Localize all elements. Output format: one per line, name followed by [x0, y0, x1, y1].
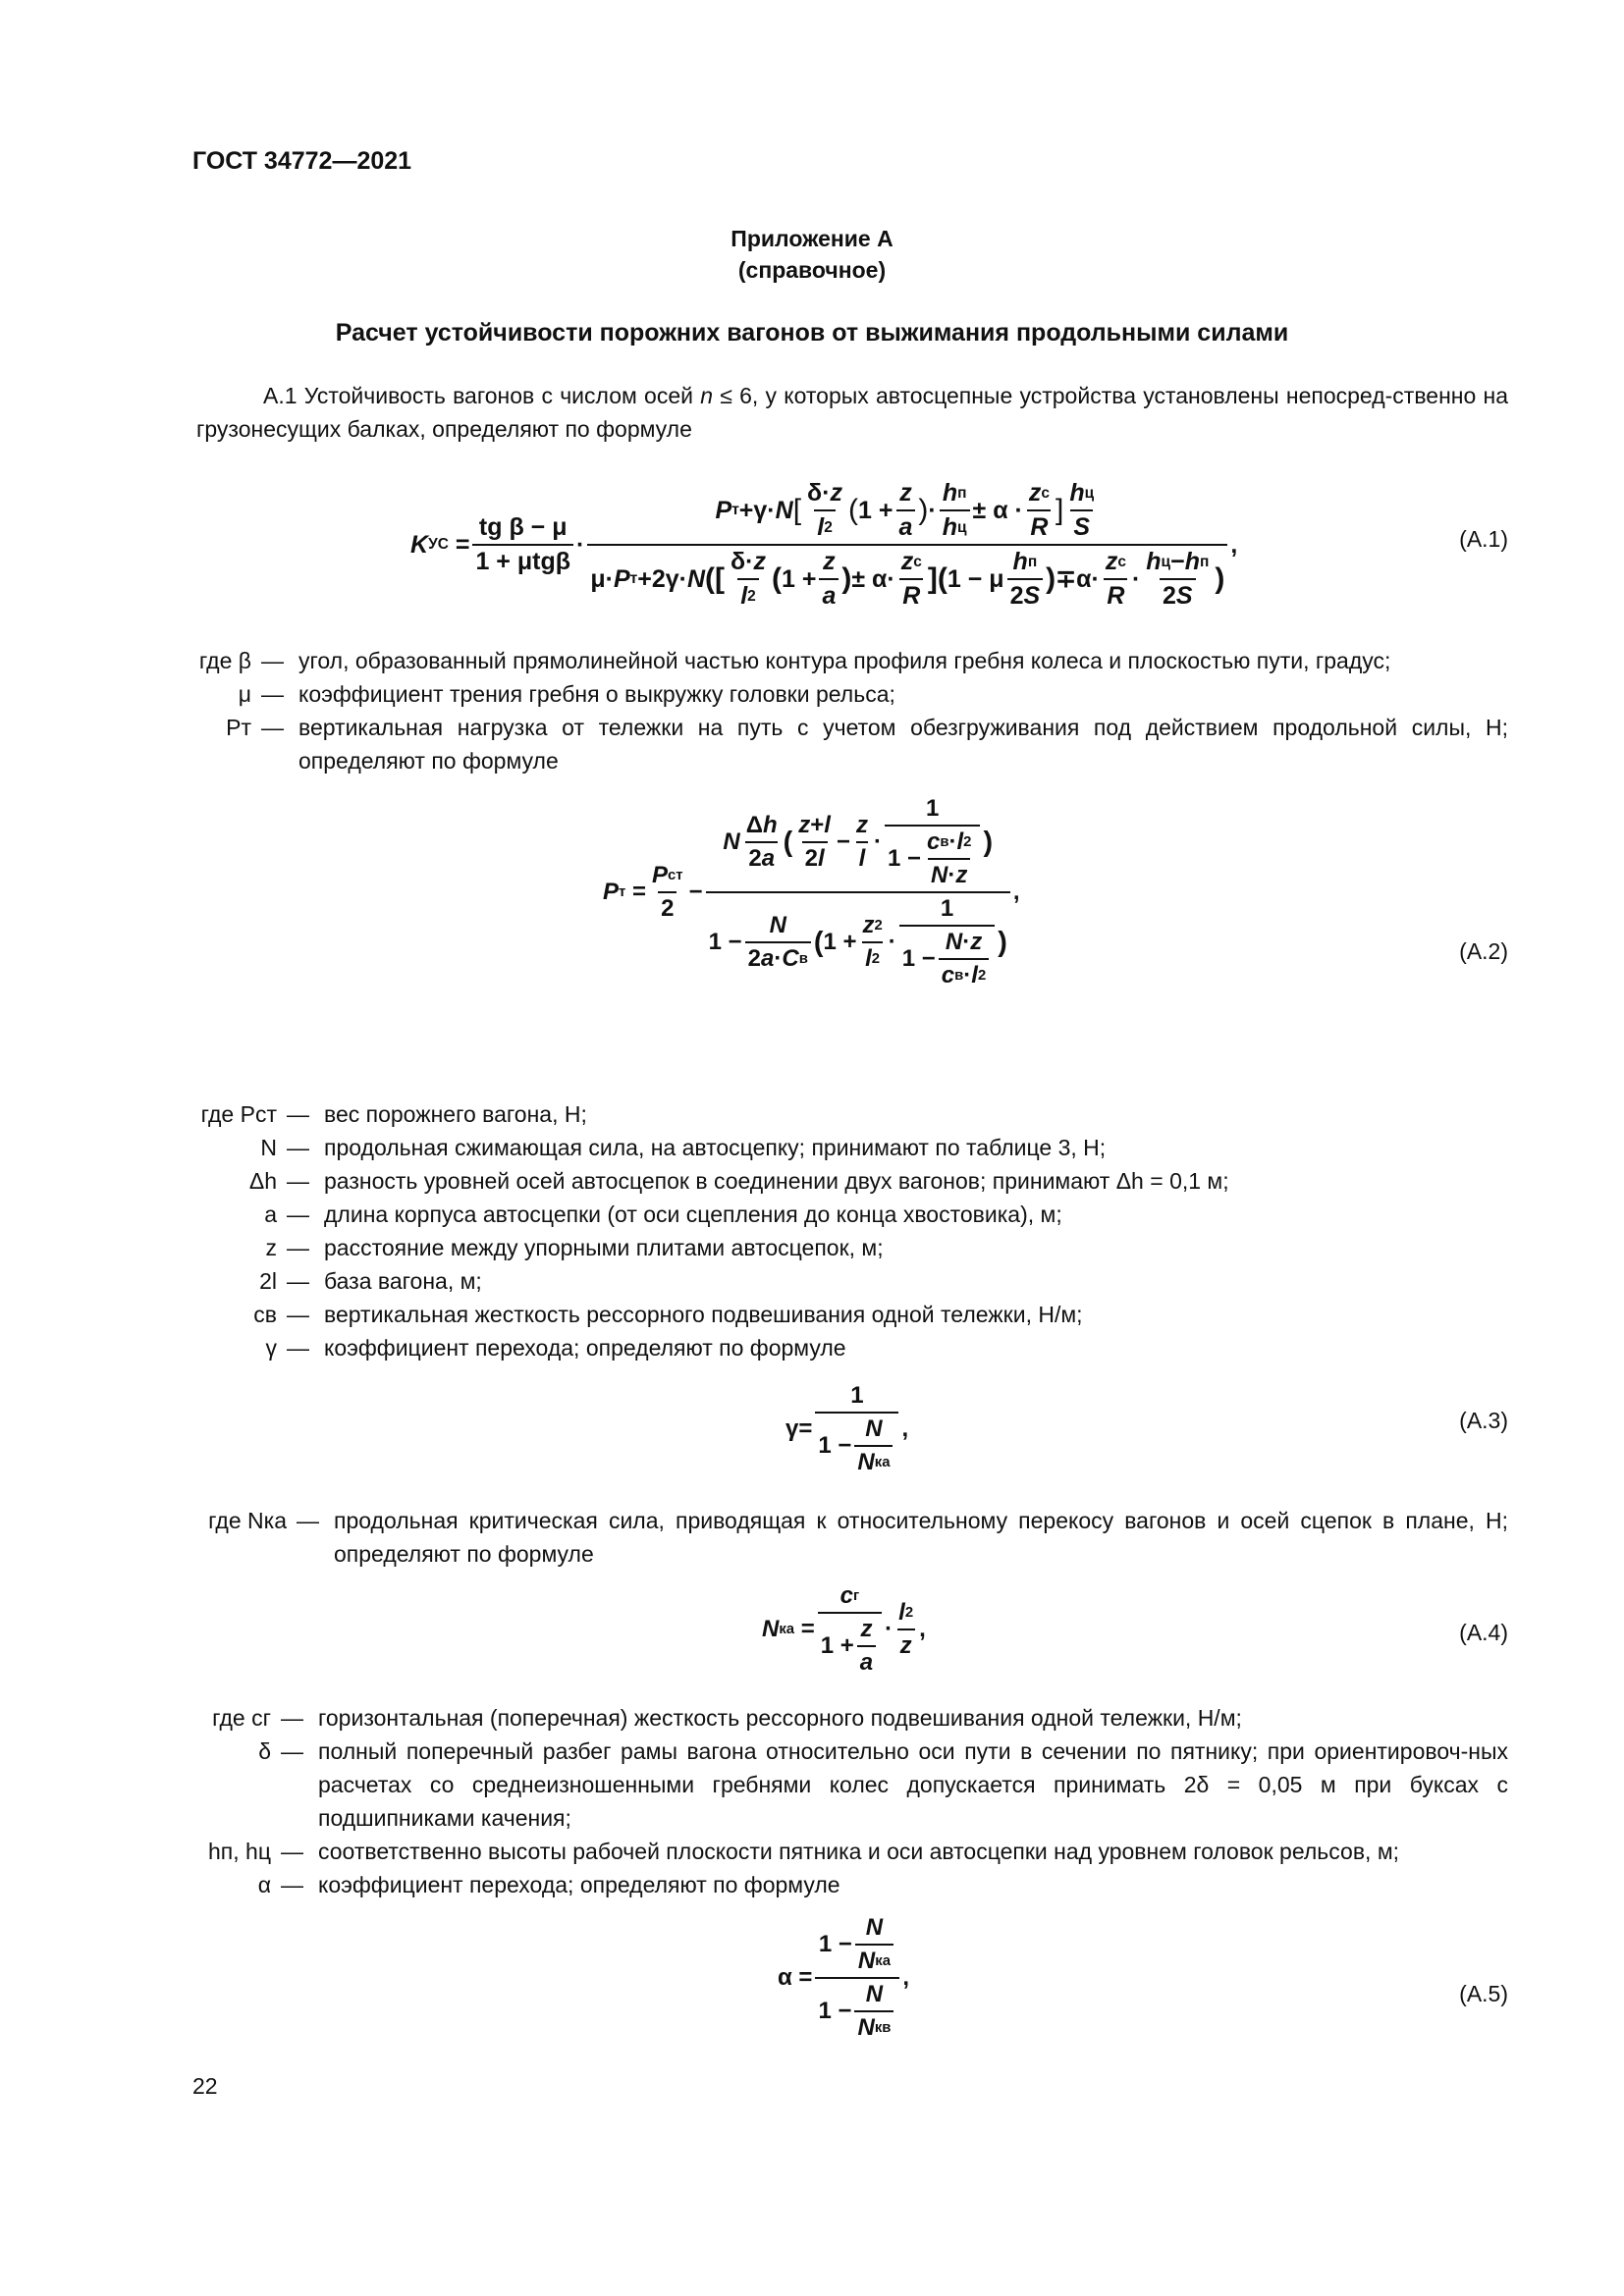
definition-a: a — длина корпуса автосцепки (от оси сцепления до конца хвостовика), м; [264, 1201, 1062, 1227]
definitions-4 [192, 1701, 1508, 1901]
definition-mu: μ — коэффициент трения гребня о выкружку головки рельса; [238, 681, 895, 707]
definition-n-ka: где Nка — продольная критическая сила, приводящая к относительному перекосу вагонов и осей сцепок в плане, Н; определяют по формуле [208, 1508, 1508, 1567]
formula-a3 [0, 1374, 1624, 1492]
annex-subtitle: (справочное) [737, 257, 887, 283]
definition-c-g: где cг — горизонтальная (поперечная) жесткость рессорного подвешивания одной тележки, Н/м; [212, 1705, 1242, 1731]
definition-delta: δ — полный поперечный разбег рамы вагона относительно оси пути в сечении по пятнику; при ориентировоч-ных расчетах со среднеизношенными гребнями колес допускается принимать 2δ = 0,05 м при буксах с подшипниками качения; [258, 1738, 1508, 1831]
formula-a5 [0, 1908, 1624, 2056]
formula-a4-expression: N ка = c г 1 + $\frac{z}{a}$ · l 2 z , [762, 1582, 926, 1676]
definition-c-v: cв — вертикальная жесткость рессорного подвешивания одной тележки, Н/м; [253, 1302, 1083, 1327]
definition-h-p-h-ts: hп, hц — соответственно высоты рабочей плоскости пятника и оси автосцепки над уровнем головок рельсов, м; [208, 1839, 1400, 1864]
formula-number-a1: (А.1) [1459, 526, 1508, 552]
definitions-1 [192, 644, 1508, 777]
definition-beta: где β — угол, образованный прямолинейной частью контура профиля гребня колеса и плоскостью пути, градус; [198, 648, 1391, 673]
formula-a1-expression: K УС = $\frac{\text{tg β − μ}}{\text{1 + μtgβ}}$ · P т +γ· N [ δ· z l 2 ( 1 + $\frac{z}{a}$ ) · h п h ц ± α · z c R ] h ц S μ· P т +2γ· N ([ δ· z l 2 ( 1 + $\frac{z}{a}$ ) ± α· z c R ]( 1 − μ h п 2 S ) ∓α· z c R · h ц − h п 2 S ) , [410, 479, 1238, 610]
definition-p-t: Pт — вертикальная нагрузка от тележки на путь с учетом обезгруживания под действием продольной силы, Н; определяют по формуле [226, 715, 1508, 774]
page-number: 22 [192, 2073, 218, 2099]
formula-number-a4: (А.4) [1459, 1620, 1508, 1645]
definition-delta-h: Δh — разность уровней осей автосцепок в соединении двух вагонов; принимают Δh = 0,1 м; [248, 1168, 1229, 1194]
annex-heading: Расчет устойчивости порожних вагонов от выжимания продольными силами [335, 319, 1289, 347]
definitions-3 [192, 1504, 1508, 1571]
formula-number-a3: (А.3) [1459, 1408, 1508, 1433]
definition-2l: 2l — база вагона, м; [259, 1268, 482, 1294]
formula-number-a2: (А.2) [1459, 938, 1508, 964]
formula-a2-expression: P т = P ст 2 − N Δ h 2 a ( z + l 2 l − $\frac{z}{l}$ · 1 1 − c в · l 2 N · z ) 1 − N 2 a · C в ( 1 + z 2 l 2 · 1 1 − N · z c в · l 2 ) , [603, 795, 1020, 988]
formula-a3-expression: γ= 1 1 − N N ка , [785, 1382, 909, 1475]
formula-a5-expression: α = 1 − N N ка 1 − N N кв , [778, 1914, 910, 2041]
formula-number-a5: (А.5) [1459, 1981, 1508, 2006]
definition-z: z — расстояние между упорными плитами автосцепок, м; [265, 1235, 884, 1260]
document-header: ГОСТ 34772—2021 [192, 147, 412, 175]
formula-a2 [0, 785, 1624, 1080]
definition-p-st: где Pст — вес порожнего вагона, Н; [200, 1101, 587, 1127]
definition-n: N — продольная сжимающая сила, на автосцепку; принимают по таблице 3, Н; [260, 1135, 1107, 1160]
formula-a4 [0, 1578, 1624, 1686]
definition-gamma: γ — коэффициент перехода; определяют по формуле [265, 1335, 846, 1361]
definition-alpha: α — коэффициент перехода; определяют по формуле [257, 1872, 840, 1897]
definitions-2 [192, 1097, 1508, 1364]
formula-a1 [0, 461, 1624, 618]
annex-title: Приложение А [731, 226, 893, 251]
paragraph-a1: А.1 Устойчивость вагонов с числом осей n ≤ 6, у которых автосцепные устройства установлены непосред-ственно на грузонесущих балках, определяют по формуле [196, 383, 1509, 442]
